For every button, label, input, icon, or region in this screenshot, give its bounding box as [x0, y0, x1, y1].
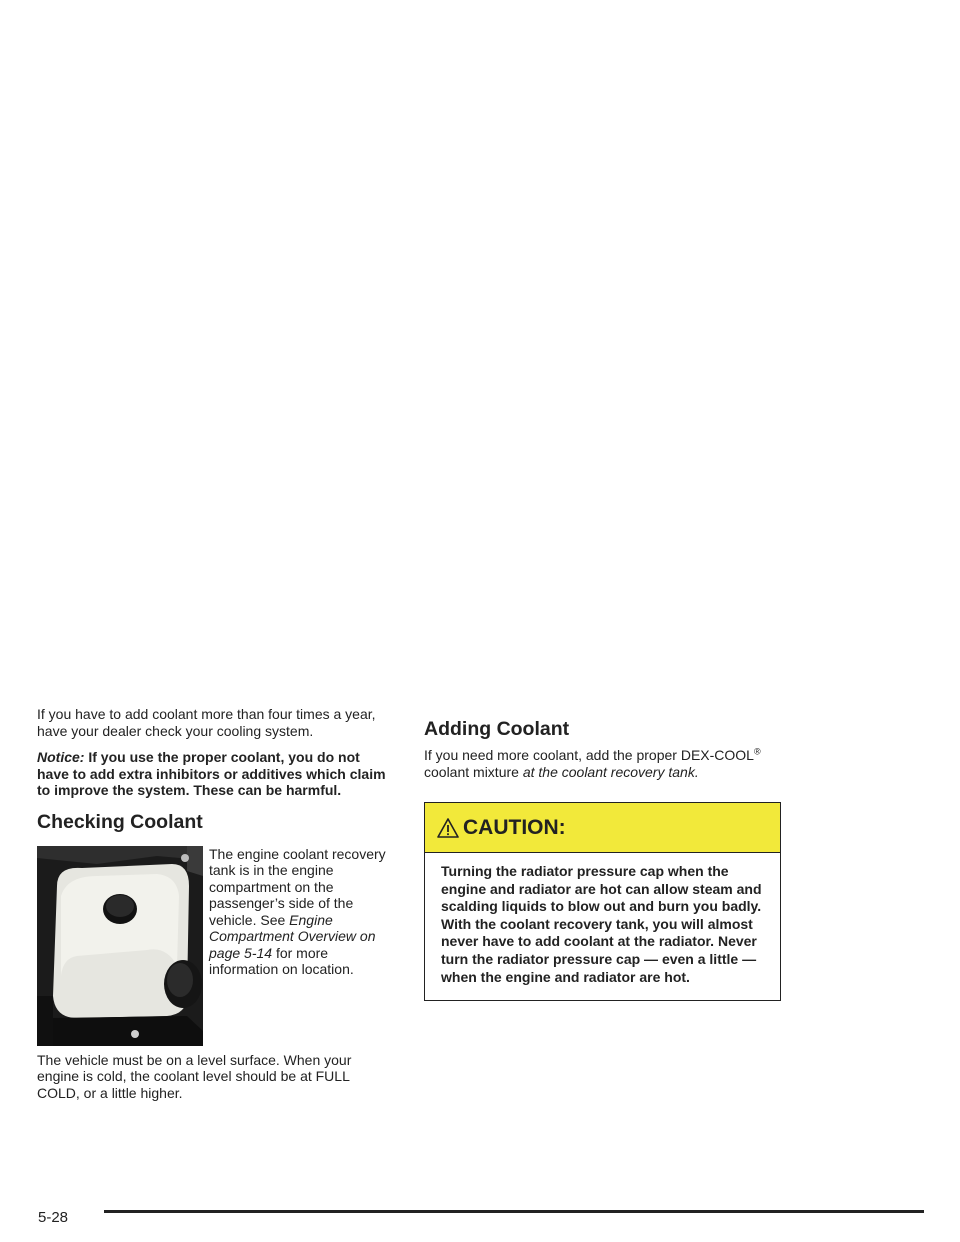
adding-coolant-intro	[424, 747, 782, 780]
checking-coolant-heading: Checking Coolant	[37, 810, 203, 833]
engine-compartment-link[interactable]: Engine Compartment Overview on page 5-14	[209, 911, 376, 961]
caution-box	[424, 802, 781, 1001]
right-column	[424, 718, 782, 1001]
caution-header	[425, 803, 780, 853]
coolant-tank-photo	[37, 846, 203, 1046]
adding-coolant-heading: Adding Coolant	[424, 718, 570, 740]
tank-location-caption	[209, 846, 395, 978]
footer-rule	[104, 1210, 924, 1213]
coolant-level-paragraph: The vehicle must be on a level surface. When your engine is cold, the coolant level should be at FULL COLD, or a little higher.	[37, 1051, 352, 1101]
left-column	[37, 706, 393, 1101]
warning-triangle-icon	[437, 817, 459, 839]
intro-text-mid: coolant mixture	[424, 763, 523, 780]
notice-label: Notice:	[37, 749, 85, 765]
caption-text-end: for more information on location.	[209, 944, 354, 977]
caution-title: CAUTION:	[463, 815, 566, 839]
caution-text: Turning the radiator pressure cap when the engine and radiator are hot can allow steam and scalding liquids to blow out and burn you badly. With the coolant recovery tank, you will almost never have to add coolant at the radiator. Never turn the radiator pressure cap — even a little — when the engine and radiator are hot.	[441, 863, 762, 985]
registered-mark: ®	[753, 746, 761, 757]
caption-text: The engine coolant recovery tank is in the engine compartment on the passenger’s side of the vehicle. See	[209, 845, 386, 928]
intro-text-italic: at the coolant recovery tank.	[522, 763, 699, 780]
notice-paragraph	[37, 749, 393, 799]
notice-text: If you use the proper coolant, you do not have to add extra inhibitors or additives which claim to improve the system. These can be harmful.	[37, 749, 386, 798]
coolant-tank-figure	[37, 846, 393, 1052]
page-number: 5-28	[38, 1209, 69, 1226]
add-coolant-frequency-paragraph: If you have to add coolant more than four times a year, have your dealer check your cooling system.	[37, 706, 376, 739]
intro-text: If you need more coolant, add the proper DEX-COOL	[424, 747, 754, 763]
